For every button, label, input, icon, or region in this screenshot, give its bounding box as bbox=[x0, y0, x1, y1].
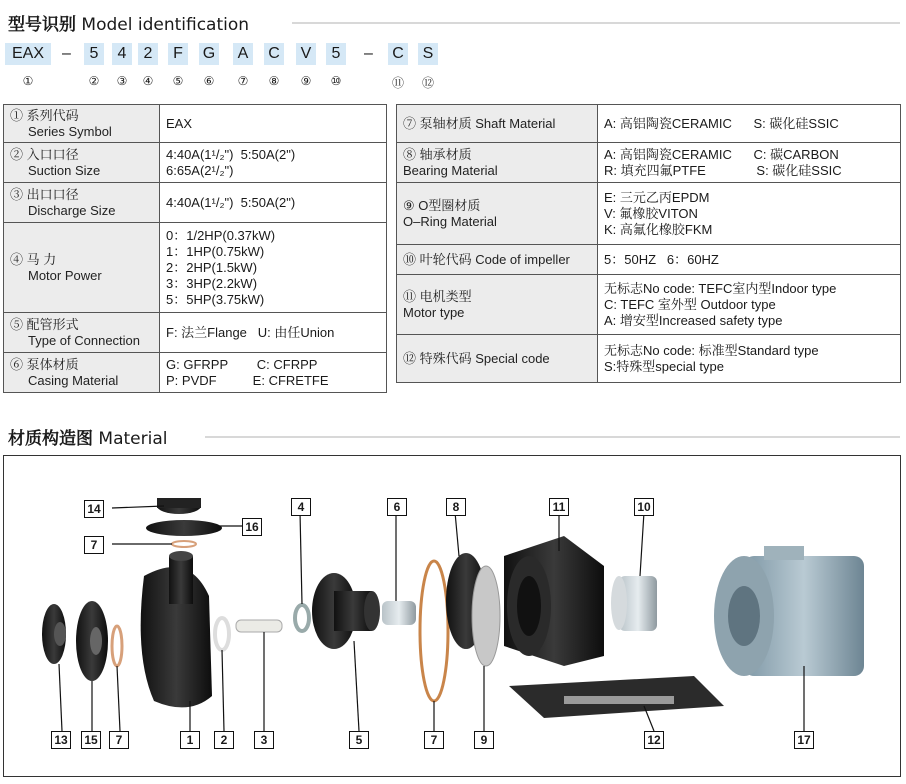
spec-row bbox=[397, 335, 901, 383]
spec-label: ⑦ 泵轴材质 Shaft Material bbox=[397, 105, 598, 143]
spec-label bbox=[4, 223, 160, 313]
spec-value-line: 6:65A(2¹/₂") bbox=[166, 162, 234, 178]
spec-row bbox=[4, 223, 387, 313]
spec-value bbox=[160, 223, 387, 313]
spec-value-line: F: 法兰Flange U: 由任Union bbox=[166, 324, 335, 340]
part-ring-4 bbox=[295, 605, 309, 631]
spec-row bbox=[4, 143, 387, 183]
model-code-part: F bbox=[168, 43, 188, 65]
code-position-number: ① bbox=[22, 74, 34, 88]
spec-label: ⑨ O型圈材质 O–Ring Material bbox=[397, 183, 598, 245]
part-callout-number: 13 bbox=[51, 731, 71, 749]
spec-value-line: G: GFRPP C: CFRPP bbox=[166, 356, 318, 372]
spec-value-line: V: 氟橡胶VITON bbox=[604, 205, 698, 221]
part-callout-number: 17 bbox=[794, 731, 814, 749]
spec-label-cn: ④ 马 力 bbox=[10, 251, 57, 267]
code-position-number: ② bbox=[88, 74, 100, 88]
part-callout-number: 6 bbox=[387, 498, 407, 516]
spec-row bbox=[397, 183, 901, 245]
part-callout-number: 3 bbox=[254, 731, 274, 749]
spec-row bbox=[397, 275, 901, 335]
spec-label-en: Discharge Size bbox=[28, 202, 116, 218]
model-code-part: 5 bbox=[84, 43, 104, 65]
part-bearing-6 bbox=[382, 601, 416, 625]
part-callout-number: 15 bbox=[81, 731, 101, 749]
model-identification-title: 型号识别 Model identification bbox=[8, 15, 250, 35]
part-callout-number: 5 bbox=[349, 731, 369, 749]
spec-row bbox=[397, 245, 901, 275]
spec-value-line: A: 高铝陶瓷CERAMIC C: 碳CARBON bbox=[604, 146, 839, 162]
exploded-view-diagram bbox=[3, 455, 901, 777]
spec-label-cn: ⑤ 配管形式 bbox=[10, 316, 79, 332]
code-position-number: ④ bbox=[142, 74, 154, 88]
part-oring-7 bbox=[112, 626, 122, 666]
model-code-part: 4 bbox=[112, 43, 132, 65]
material-title: 材质构造图 Material bbox=[8, 429, 168, 449]
spec-value bbox=[160, 105, 387, 143]
spec-value bbox=[160, 353, 387, 393]
part-callout-number: 11 bbox=[549, 498, 569, 516]
spec-value-line: P: PVDF E: CFRETFE bbox=[166, 372, 329, 388]
spec-value-line: 4:40A(1¹/₂") 5:50A(2") bbox=[166, 194, 296, 210]
code-position-number: ⑫ bbox=[421, 76, 434, 90]
spec-value bbox=[598, 275, 901, 335]
part-oring-7-large bbox=[420, 561, 448, 701]
spec-label: ⑧ 轴承材质 Bearing Material bbox=[397, 143, 598, 183]
spec-value-line: K: 高氟化橡胶FKM bbox=[604, 221, 713, 237]
spec-value bbox=[598, 335, 901, 383]
spec-label bbox=[4, 143, 160, 183]
part-ring-2 bbox=[215, 618, 229, 650]
part-callout-number: 9 bbox=[474, 731, 494, 749]
spec-value-line: S:特殊型special type bbox=[604, 358, 724, 374]
spec-value-line: A: 高铝陶瓷CERAMIC S: 碳化硅SSIC bbox=[604, 115, 839, 131]
part-callout-number: 14 bbox=[84, 500, 104, 518]
section-divider bbox=[292, 22, 900, 24]
model-code-part: 5 bbox=[326, 43, 346, 65]
spec-value bbox=[598, 245, 901, 275]
spec-label-en: Casing Material bbox=[28, 372, 119, 388]
spec-label-cn: ③ 出口口径 bbox=[10, 186, 79, 202]
spec-value-line: 无标志No code: 标准型Standard type bbox=[604, 342, 819, 358]
part-callout-number: 16 bbox=[242, 518, 262, 536]
spec-value-line: 0：1/2HP(0.37kW) bbox=[166, 227, 276, 243]
spec-row bbox=[4, 353, 387, 393]
part-9 bbox=[472, 566, 500, 666]
spec-value bbox=[598, 143, 901, 183]
spec-row bbox=[397, 143, 901, 183]
spec-table-right bbox=[396, 104, 901, 383]
spec-label bbox=[4, 105, 160, 143]
spec-value-line: 1：1HP(0.75kW) bbox=[166, 243, 265, 259]
part-callout-number: 12 bbox=[644, 731, 664, 749]
part-callout-number: 8 bbox=[446, 498, 466, 516]
spec-value bbox=[160, 313, 387, 353]
model-code-part: EAX bbox=[5, 43, 51, 65]
spec-value-line: A: 增安型Increased safety type bbox=[604, 312, 783, 328]
part-callout-number: 4 bbox=[291, 498, 311, 516]
part-callout-number: 7 bbox=[424, 731, 444, 749]
model-code-part: C bbox=[264, 43, 284, 65]
spec-label-cn: ⑥ 泵体材质 bbox=[10, 356, 79, 372]
spec-value-line: 无标志No code: TEFC室内型Indoor type bbox=[604, 280, 837, 296]
spec-value bbox=[160, 143, 387, 183]
spec-label: ⑫ 特殊代码 Special code bbox=[397, 335, 598, 383]
spec-value bbox=[598, 183, 901, 245]
spec-row bbox=[4, 313, 387, 353]
model-code-part: G bbox=[199, 43, 219, 65]
spec-label: ⑩ 叶轮代码 Code of impeller bbox=[397, 245, 598, 275]
spec-label bbox=[4, 353, 160, 393]
spec-value-line: 3：3HP(2.2kW) bbox=[166, 275, 258, 291]
code-position-number: ⑪ bbox=[391, 76, 404, 90]
spec-table-left bbox=[3, 104, 387, 393]
spec-value-line: E: 三元乙丙EPDM bbox=[604, 189, 710, 205]
code-separator: – bbox=[364, 45, 373, 62]
spec-value-line: 4:40A(1¹/₂") 5:50A(2") bbox=[166, 146, 296, 162]
spec-row bbox=[4, 183, 387, 223]
spec-value-line: 5：5HP(3.75kW) bbox=[166, 291, 265, 307]
model-code-part: 2 bbox=[138, 43, 158, 65]
part-callout-number: 10 bbox=[634, 498, 654, 516]
part-shaft-3 bbox=[236, 620, 282, 632]
model-code-part: A bbox=[233, 43, 253, 65]
spec-value-line: EAX bbox=[166, 115, 193, 131]
spec-value bbox=[160, 183, 387, 223]
spec-label-cn: ② 入口口径 bbox=[10, 146, 79, 162]
model-code-part: V bbox=[296, 43, 316, 65]
code-position-number: ⑤ bbox=[172, 74, 184, 88]
code-position-number: ③ bbox=[116, 74, 128, 88]
code-position-number: ⑨ bbox=[300, 74, 312, 88]
spec-value-line: C: TEFC 室外型 Outdoor type bbox=[604, 296, 776, 312]
spec-label-en: Series Symbol bbox=[28, 123, 112, 139]
code-position-number: ⑧ bbox=[268, 74, 280, 88]
spec-label: ⑪ 电机类型 Motor type bbox=[397, 275, 598, 335]
spec-value-line: R: 填充四氟PTFE S: 碳化硅SSIC bbox=[604, 162, 842, 178]
spec-row bbox=[4, 105, 387, 143]
model-code-part: S bbox=[418, 43, 438, 65]
code-position-number: ⑥ bbox=[203, 74, 215, 88]
spec-label bbox=[4, 313, 160, 353]
code-position-number: ⑦ bbox=[237, 74, 249, 88]
spec-label-en: Type of Connection bbox=[28, 332, 141, 348]
spec-label bbox=[4, 183, 160, 223]
spec-value-line: 5：50HZ 6：60HZ bbox=[604, 251, 719, 267]
part-callout-number: 2 bbox=[214, 731, 234, 749]
part-callout-number: 1 bbox=[180, 731, 200, 749]
model-code-part: C bbox=[388, 43, 408, 65]
spec-label-en: Suction Size bbox=[28, 162, 101, 178]
code-position-number: ⑩ bbox=[330, 74, 342, 88]
part-callout-number: 7 bbox=[109, 731, 129, 749]
section-divider bbox=[205, 436, 900, 438]
part-16 bbox=[146, 520, 222, 536]
code-separator: – bbox=[62, 45, 71, 62]
spec-value-line: 2：2HP(1.5kW) bbox=[166, 259, 258, 275]
spec-label-cn: ① 系列代码 bbox=[10, 107, 79, 123]
spec-value bbox=[598, 105, 901, 143]
spec-row bbox=[397, 105, 901, 143]
spec-label-en: Motor Power bbox=[28, 267, 102, 283]
part-callout-number: 7 bbox=[84, 536, 104, 554]
